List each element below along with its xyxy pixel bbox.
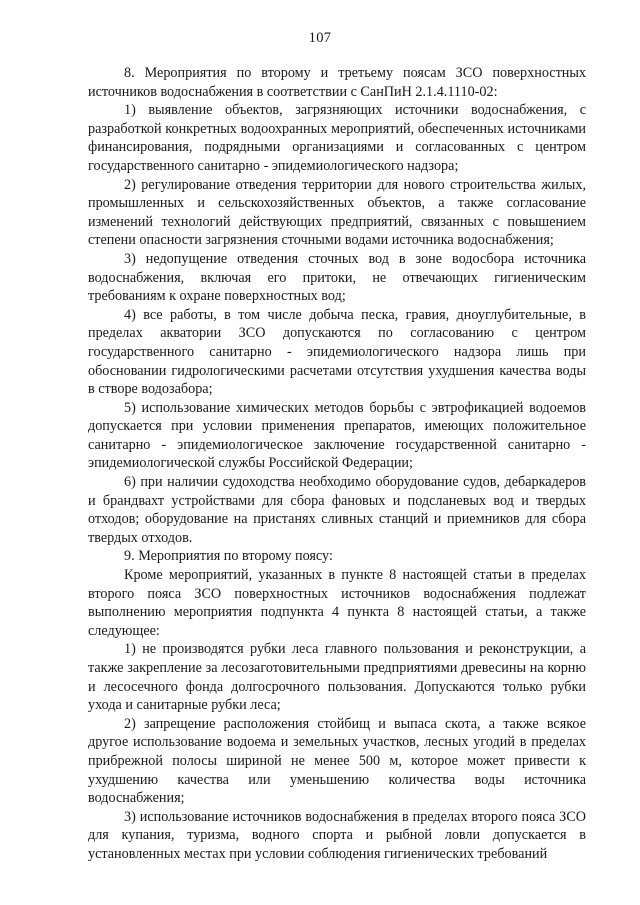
page-number: 107 <box>308 30 332 46</box>
paragraph-section-8-heading: 8. Мероприятия по второму и третьему поясам ЗСО поверхностных источников водоснабжения в соответствии с СанПиН 2.1.4.1110-02: <box>88 65 586 100</box>
paragraph-section-9-item-1: 1) не производятся рубки леса главного пользования и реконструкции, а также закрепление за лесозаготовительными предприятиями древесины на корню и лесосечного фонда долгосрочного пользования. Допускаются только рубки ухода и санитарные рубки леса; <box>88 641 586 714</box>
document-body <box>88 64 586 864</box>
paragraph-section-9-intro: Кроме мероприятий, указанных в пункте 8 настоящей статьи в пределах второго пояса ЗСО поверхностных источников водоснабжения подлежат выполнению мероприятия подпункта 4 пункта 8 настоящей статьи, а также следующее: <box>88 567 586 639</box>
paragraph-item-4: 4) все работы, в том числе добыча песка, гравия, дноуглубительные, в пределах акватории ЗСО допускаются по согласованию с центром государственного санитарно - эпидемиологического надзора лишь при обосновании гидрологическими расчетами отсутствия ухудшения качества воды в створе водозабора; <box>88 306 586 398</box>
paragraph-section-9-heading: 9. Мероприятия по второму поясу: <box>124 548 333 565</box>
paragraph-section-9-item-3: 3) использование источников водоснабжения в пределах второго пояса ЗСО для купания, туризма, водного спорта и рыбной ловли допускается в установленных местах при условии соблюдения гигиенических требований <box>88 808 586 862</box>
paragraph-section-9-item-2: 2) запрещение расположения стойбищ и выпаса скота, а также всякое другое использование водоема и земельных участков, лесных угодий в пределах прибрежной полосы шириной не менее 500 м, которое может привести к ухудшению качества или уменьшению количества воды источника водоснабжения; <box>88 715 586 807</box>
paragraph-item-5: 5) использование химических методов борьбы с эвтрофикацией водоемов допускается при условии применения препаратов, имеющих положительное санитарно - эпидемиологическое заключение государственной санитарно - эпидемиологической службы Российской Федерации; <box>88 399 586 472</box>
paragraph-item-3: 3) недопущение отведения сточных вод в зоне водосбора источника водоснабжения, включая его притоки, не отвечающих гигиеническим требованиям к охране поверхностных вод; <box>88 250 586 305</box>
paragraph-item-6: 6) при наличии судоходства необходимо оборудование судов, дебаркадеров и брандвахт устройствами для сбора фановых и подсланевых вод и твердых отходов; оборудование на пристанях сливных станций и приемников для сбора твердых отходов. <box>88 474 586 546</box>
paragraph-item-2: 2) регулирование отведения территории для нового строительства жилых, промышленных и сельскохозяйственных объектов, а также согласование изменений технологий действующих предприятий, связанных с повышением степени опасности загрязнения сточными водами источника водоснабжения; <box>88 176 586 249</box>
paragraph-item-1: 1) выявление объектов, загрязняющих источники водоснабжения, с разработкой конкретных водоохранных мероприятий, обеспеченных источниками финансирования, подрядными организациями и согласованных с центром государственного санитарно - эпидемиологического надзора; <box>88 102 586 174</box>
